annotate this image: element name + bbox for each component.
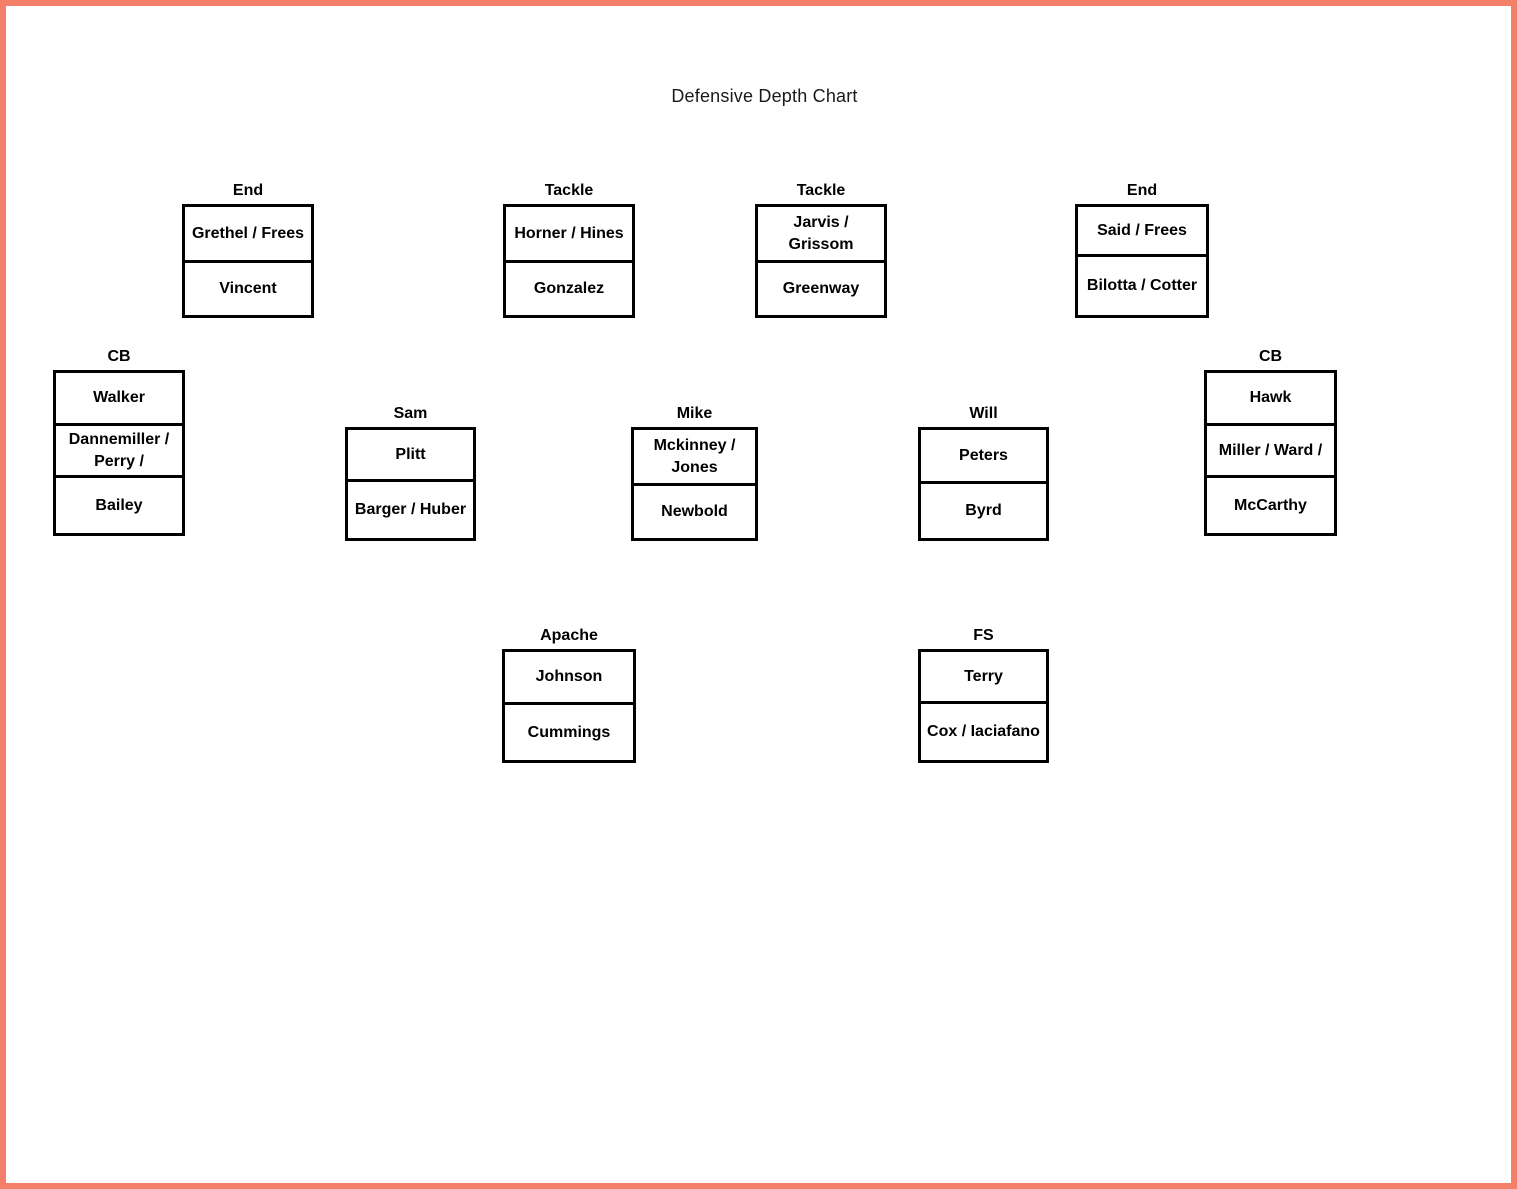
depth-box <box>755 204 887 318</box>
depth-entry[interactable]: Barger / Huber <box>354 501 467 519</box>
depth-box <box>53 370 185 536</box>
position-group <box>345 405 476 541</box>
position-label: Mike <box>676 405 713 422</box>
position-group <box>755 182 887 318</box>
position-group <box>503 182 635 318</box>
depth-entry[interactable]: Walker <box>56 373 182 426</box>
depth-entry[interactable]: Grethel / Frees <box>185 207 311 263</box>
position-group <box>502 627 636 763</box>
depth-entry[interactable]: Greenway <box>782 280 860 298</box>
position-label: Apache <box>540 627 598 644</box>
depth-entry[interactable]: Gonzalez <box>533 280 605 298</box>
depth-entry[interactable]: Horner / Hines <box>506 207 632 263</box>
depth-entry[interactable]: Bailey <box>95 496 143 514</box>
depth-entry[interactable]: Johnson <box>505 652 633 705</box>
position-group <box>918 405 1049 541</box>
depth-entry[interactable]: Cummings <box>527 723 611 741</box>
position-label: CB <box>107 348 131 365</box>
depth-entry[interactable]: Hawk <box>1207 373 1334 426</box>
depth-entry[interactable]: Bilotta / Cotter <box>1086 277 1198 295</box>
depth-box <box>1075 204 1209 318</box>
depth-entry[interactable]: Newbold <box>661 503 728 521</box>
position-group <box>1204 348 1337 536</box>
position-group <box>53 348 185 536</box>
position-label: Will <box>969 405 998 422</box>
depth-entry[interactable]: McCarthy <box>1234 496 1307 514</box>
depth-entry[interactable]: Miller / Ward / <box>1207 426 1334 478</box>
depth-box <box>503 204 635 318</box>
depth-box <box>345 427 476 541</box>
depth-entry[interactable]: Mckinney / Jones <box>634 430 755 486</box>
position-label: CB <box>1258 348 1283 365</box>
chart-title: Defensive Depth Chart <box>671 86 858 106</box>
depth-box <box>918 649 1049 763</box>
position-group <box>918 627 1049 763</box>
depth-box <box>182 204 314 318</box>
position-group <box>1075 182 1209 318</box>
depth-entry[interactable]: Terry <box>921 652 1046 704</box>
depth-box <box>502 649 636 763</box>
depth-entry[interactable]: Peters <box>921 430 1046 484</box>
depth-box <box>631 427 758 541</box>
depth-entry[interactable]: Plitt <box>348 430 473 482</box>
position-label: Tackle <box>544 182 594 199</box>
depth-entry[interactable]: Cox / Iaciafano <box>927 723 1040 741</box>
depth-entry[interactable]: Said / Frees <box>1078 207 1206 257</box>
depth-entry[interactable]: Byrd <box>965 502 1002 520</box>
depth-box <box>1204 370 1337 536</box>
position-label: FS <box>973 627 994 644</box>
depth-entry[interactable]: Jarvis / Grissom <box>758 207 884 263</box>
position-label: End <box>1126 182 1158 199</box>
depth-entry[interactable]: Dannemiller / Perry / <box>56 426 182 478</box>
position-label: End <box>232 182 264 199</box>
position-group <box>182 182 314 318</box>
chart-canvas <box>12 12 1505 1177</box>
position-label: Tackle <box>796 182 846 199</box>
position-label: Sam <box>393 405 428 422</box>
depth-entry[interactable]: Vincent <box>219 280 277 298</box>
position-group <box>631 405 758 541</box>
depth-box <box>918 427 1049 541</box>
